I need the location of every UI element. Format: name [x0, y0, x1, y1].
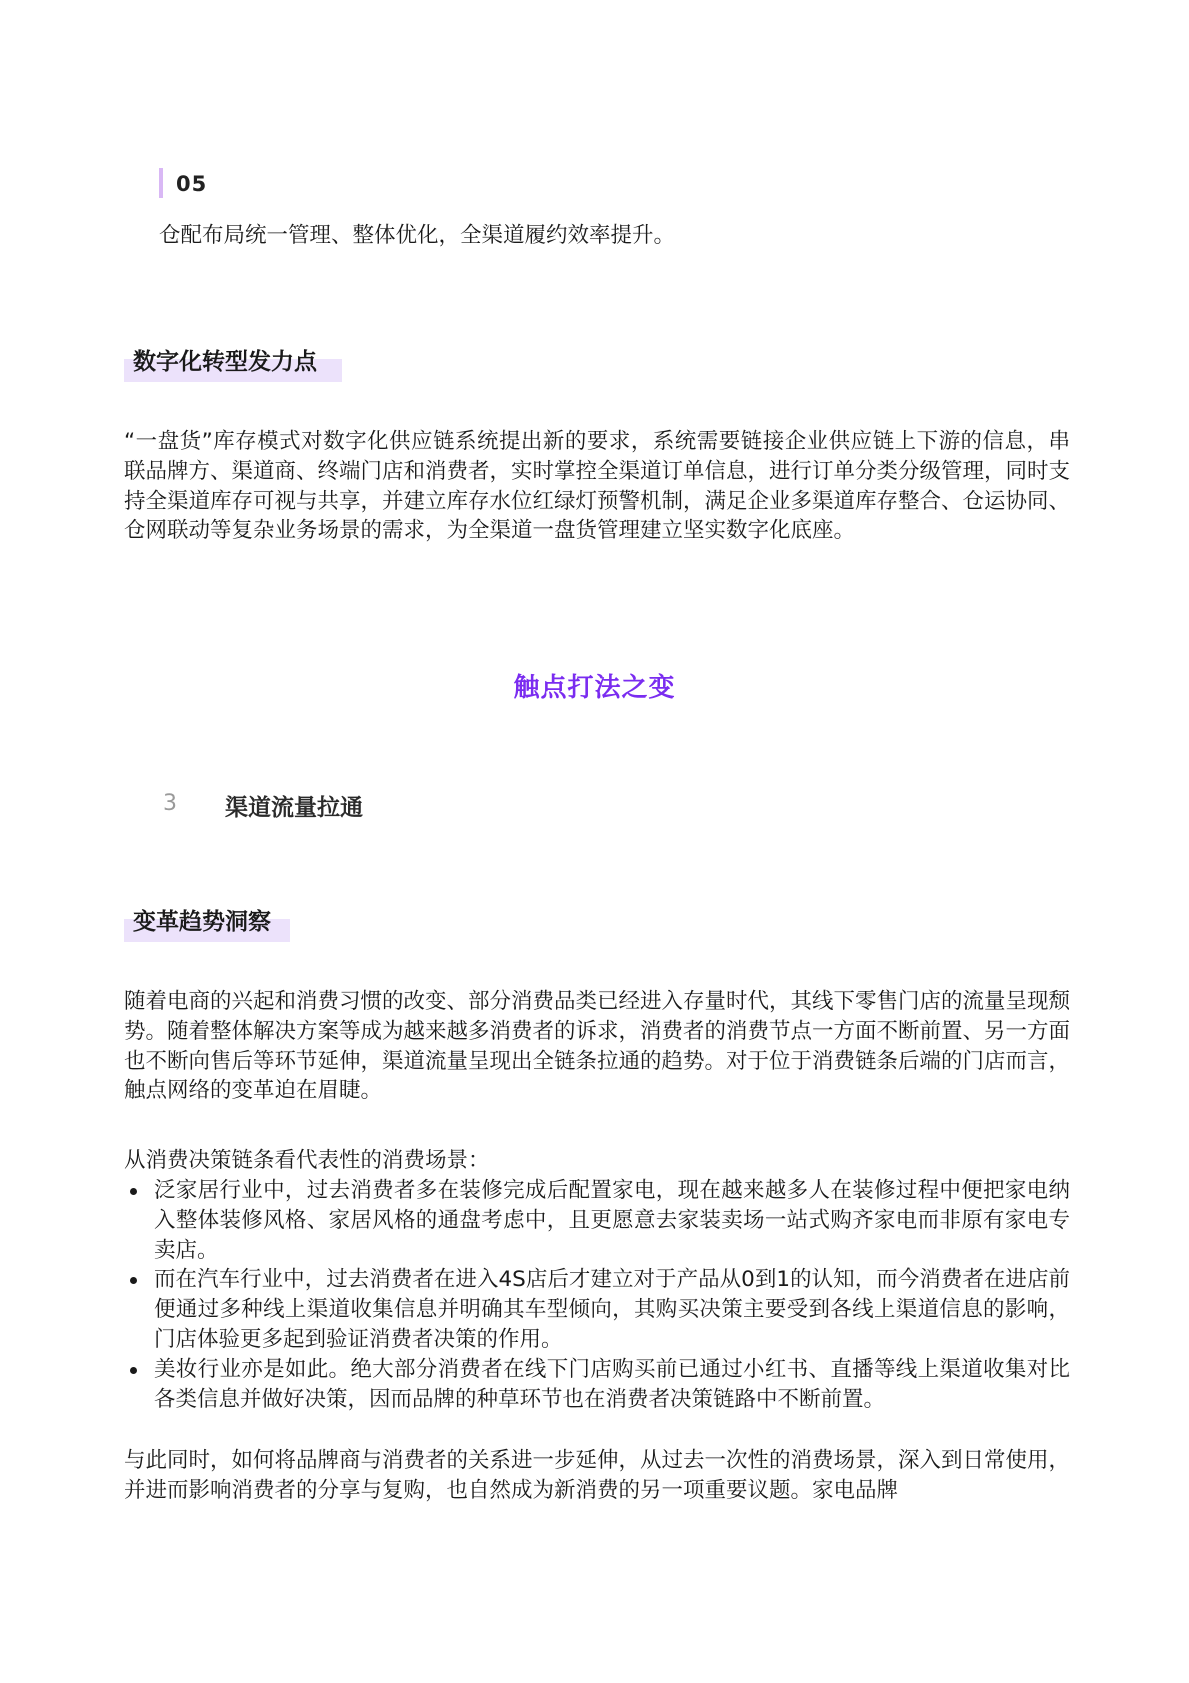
bullet-icon — [130, 1367, 137, 1374]
item-text: 仓配布局统一管理、整体优化，全渠道履约效率提升。 — [159, 223, 676, 248]
list-item — [124, 1265, 1070, 1354]
trend-paragraph: 随着电商的兴起和消费习惯的改变、部分消费品类已经进入存量时代，其线下零售门店的流量呈现颓势。随着整体解决方案等成为越来越多消费者的诉求，消费者的消费节点一方面不断前置、另一方面也不断向售后等环节延伸，渠道流量呈现出全链条拉通的趋势。对于位于消费链条后端的门店而言，触点网络的变革迫在眉睫。 — [124, 989, 1071, 1104]
list-item-text: 而在汽车行业中，过去消费者在进入4S店后才建立对于产品从0到1的认知，而今消费者在进店前便通过多种线上渠道收集信息并明确其车型倾向，其购买决策主要受到各线上渠道信息的影响，门店体验更多起到验证消费者决策的作用。 — [154, 1267, 1070, 1352]
subsection-number: 3 — [163, 791, 177, 816]
closing-paragraph: 与此同时，如何将品牌商与消费者的关系进一步延伸，从过去一次性的消费场景，深入到日常使用，并进而影响消费者的分享与复购，也自然成为新消费的另一项重要议题。家电品牌 — [124, 1448, 1071, 1503]
subsection-title: 渠道流量拉通 — [225, 795, 363, 821]
item-number: 05 — [176, 172, 208, 196]
item-marker-bar — [159, 168, 163, 198]
section-heading-trend-insight: 变革趋势洞察 — [124, 902, 290, 942]
list-item — [124, 1355, 1070, 1415]
chapter-title: 触点打法之变 — [513, 673, 676, 703]
section-paragraph: “一盘货”库存模式对数字化供应链系统提出新的要求，系统需要链接企业供应链上下游的信息，串联品牌方、渠道商、终端门店和消费者，实时掌控全渠道订单信息，进行订单分类分级管理，同时支持全渠道库存可视与共享，并建立库存水位红绿灯预警机制，满足企业多渠道库存整合、仓运协同、仓网联动等复杂业务场景的需求，为全渠道一盘货管理建立坚实数字化底座。 — [124, 429, 1071, 544]
bullet-icon — [130, 1188, 137, 1195]
list-item — [124, 1176, 1070, 1265]
list-item-text: 美妆行业亦是如此。绝大部分消费者在线下门店购买前已通过小红书、直播等线上渠道收集对比各类信息并做好决策，因而品牌的种草环节也在消费者决策链路中不断前置。 — [154, 1356, 1070, 1412]
bullet-icon — [130, 1277, 137, 1284]
section-heading-digital-transformation: 数字化转型发力点 — [124, 342, 342, 382]
list-intro: 从消费决策链条看代表性的消费场景： — [124, 1148, 490, 1173]
list-item-text: 泛家居行业中，过去消费者多在装修完成后配置家电，现在越来越多人在装修过程中便把家电纳入整体装修风格、家居风格的通盘考虑中，且更愿意去家装卖场一站式购齐家电而非原有家电专卖店。 — [154, 1178, 1070, 1263]
scenario-list — [124, 1176, 1070, 1414]
